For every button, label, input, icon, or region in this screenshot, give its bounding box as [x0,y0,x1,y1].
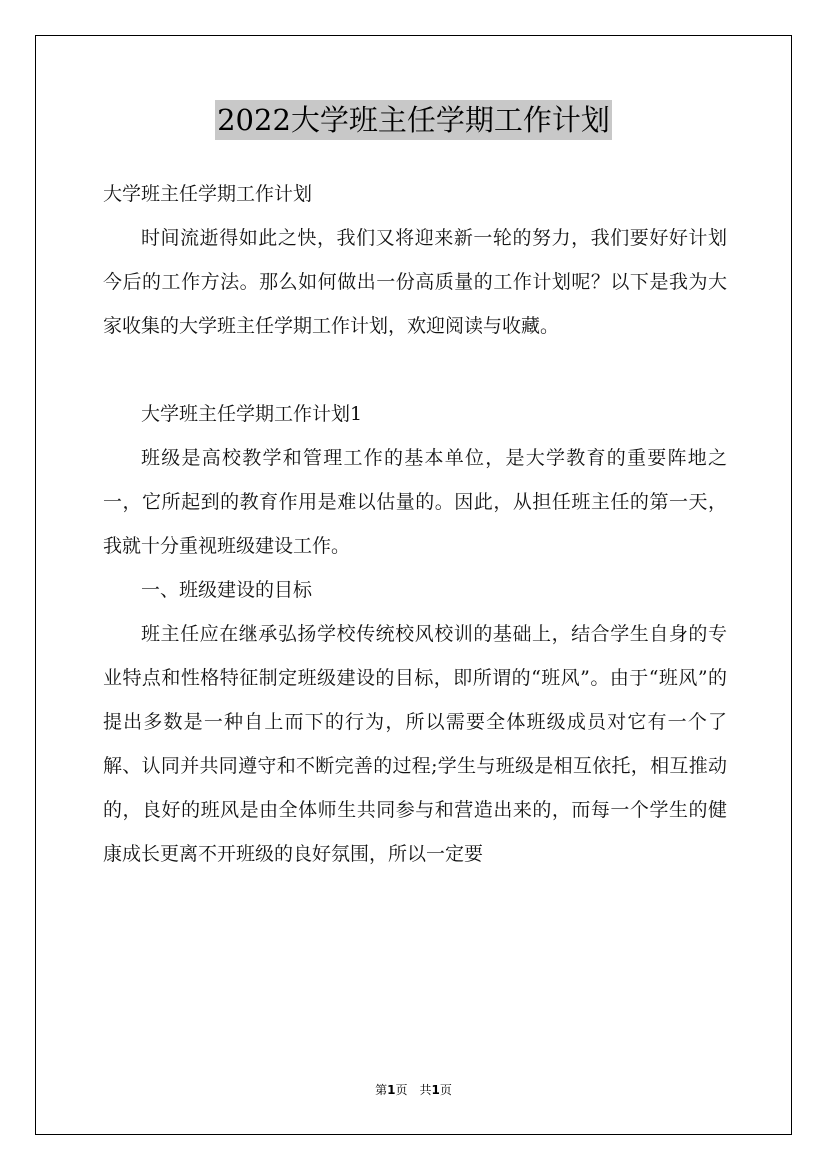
footer-total-pages: 1 [431,1083,440,1097]
intro-paragraph: 时间流逝得如此之快，我们又将迎来新一轮的努力，我们要好好计划今后的工作方法。那么如何做出一份高质量的工作计划呢？以下是我为大家收集的大学班主任学期工作计划，欢迎阅读与收藏。 [103,227,727,337]
blank-line [103,348,727,392]
footer-prefix: 第 [375,1083,388,1097]
subheading-class-goals: 一、班级建设的目标 [141,579,313,601]
body-paragraph-1: 班级是高校教学和管理工作的基本单位，是大学教育的重要阵地之一，它所起到的教育作用是难以估量的。因此，从担任班主任的第一天，我就十分重视班级建设工作。 [103,447,727,557]
footer-current-page: 1 [387,1083,396,1097]
page-footer [0,1082,827,1098]
document-body [103,172,727,876]
document-title: 2022大学班主任学期工作计划 [215,100,612,140]
section-heading: 大学班主任学期工作计划1 [141,403,363,425]
footer-suffix: 页 [439,1083,452,1097]
document-subtitle: 大学班主任学期工作计划 [103,183,313,205]
body-paragraph-2: 班主任应在继承弘扬学校传统校风校训的基础上，结合学生自身的专业特点和性格特征制定班级建设的目标，即所谓的“班风”。由于“班风”的提出多数是一种自上而下的行为，所以需要全体班级成员对它有一个了解、认同并共同遵守和不断完善的过程;学生与班级是相互依托，相互推动的，良好的班风是由全体师生共同参与和营造出来的，而每一个学生的健康成长更离不开班级的良好氛围，所以一定要 [103,623,727,865]
footer-mid: 页 共 [395,1083,432,1097]
title-container [0,100,827,140]
